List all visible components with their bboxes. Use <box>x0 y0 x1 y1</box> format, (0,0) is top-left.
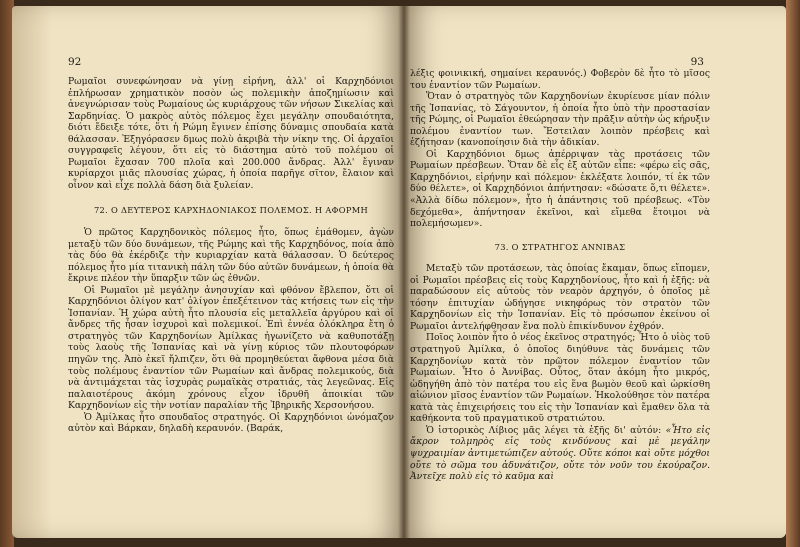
right-text-block <box>410 68 710 483</box>
left-opening-paragraph: Ρωμαῖοι συνεφώνησαν νὰ γίνῃ εἰρήνη, ἀλλ' οἱ Καρχηδόνιοι ἐπλήρωσαν χρηματικὸν ποσὸν ὡς πολεμικὴν ἀποζημίωσιν καὶ ἀνεγνώρισαν τοὺς Ρωμαίους ὡς κυριάρχους τῶν νήσων Σικελίας καὶ Σαρδηνίας. Ὁ μακρὸς αὐτὸς πόλεμος ἔχει μεγάλην σπουδαιότητα, διότι ἔδειξε τότε, ὅτι ἡ Ρώμη ἔγινεν ἐπίσης δύναμις σπουδαία κατὰ θάλασσαν. Ἐξηγόρασεν δμως πολὺ ἀκριβὰ τὴν νίκην της. Οἱ ἀρχαῖοι συγγραφεῖς λέγουν, ὅτι εἰς τὸ διάστημα αὐτὸ τοῦ πολέμου οἱ Ρωμαῖοι ἔχασαν 700 πλοῖα καὶ 200.000 ἄνδρας. Ἀλλ' ἔγιναν κυρίαρχοι μιᾶς πλουσίας χώρας, ἡ ὁποία παρῆγε σῖτον, ἔλαιον καὶ οἶνον καὶ εἶχε πολλὰ δάση διὰ ξυλείαν. <box>68 76 394 191</box>
page-aging-stain <box>12 6 52 538</box>
left-page-number: 92 <box>68 56 82 68</box>
left-text-block <box>68 76 394 435</box>
right-paragraph-5-intro: Ὁ ἱστορικὸς Λίβιος μᾶς λέγει τὰ ἑξῆς δι' αὐτόν: <box>426 424 662 436</box>
livy-quote: «Ἦτο εἰς ἄκρον τολμηρὸς εἰς τοὺς κινδύνους καὶ μὲ μεγάλην ψυχραιμίαν ἀντιμετώπιζεν αὐτούς. Οὔτε κόποι καὶ οὔτε μόχθοι οὔτε τὸ σῶμα του ἀδυνάτιζον, οὔτε τὸν νοῦν του ἐκούραζον. Ἀντεῖχε πολὺ εἰς τὸ καῦμα καὶ <box>410 424 710 483</box>
right-paragraph-1: Ὅταν ὁ στρατηγὸς τῶν Καρχηδονίων ἐκυρίευσε μίαν πόλιν τῆς Ἱσπανίας, τὸ Σάγουντον, ἡ ὁποία ἦτο ὑπὸ τὴν προστασίαν τῆς Ρώμης, οἱ Ρωμαῖοι ἐθεώρησαν τὴν πρᾶξιν αὐτὴν ὡς κήρυξιν πολέμου ἐναντίον των. Ἔστειλαν λοιπὸν πρέσβεις καὶ ἐζήτησαν (κανοποίησιν διὰ τὴν ἀδικίαν. <box>410 91 710 149</box>
right-opening-fragment: λέξις φοινικική, σημαίνει κεραυνός.) Φοβερὸν δὲ ἦτο τὸ μῖσος του ἐναντίον τῶν Ρωμαίων. <box>410 68 710 91</box>
right-paragraph-2: Οἱ Καρχηδόνιοι δμως ἀπέρριψαν τὰς προτάσεις τῶν Ρωμαίων πρέσβεων. Ὅταν δὲ εἷς ἐξ αὐτῶν εἶπε: «φέρω εἰς σᾶς, Καρχηδόνιοι, εἰρήνην καὶ πόλεμον· ἐκλέξατε λοιπόν, τί ἐκ τῶν δύο θέλετε», οἱ Καρχηδόνιοι ἀπήντησαν: «δώσατε ὅ,τι θέλετε». «Ἀλλὰ δίδω πόλεμον», ἦτο ἡ ἀπάντησις τοῦ πρέσβεως. «Τὸν δεχόμεθα», ἀπήντησαν ἐκεῖνοι, καὶ εἴμεθα ἕτοιμοι νὰ πολεμήσωμεν». <box>410 148 710 230</box>
left-paragraph-4: Ὁ Ἀμίλκας ἦτο σπουδαῖος στρατηγός. Οἱ Καρχηδόνιοι ὠνόμαζον αὐτὸν καὶ Βάρκαν, δηλαδὴ κεραυνόν. (Βαράκ, <box>68 411 394 435</box>
book-gutter <box>398 6 410 538</box>
book-cover-edge-right <box>786 0 800 547</box>
right-paragraph-4: Ποῖος λοιπὸν ἦτο ὁ νέος ἐκεῖνος στρατηγός; Ἦτο ὁ υἱὸς τοῦ στρατηγοῦ Ἀμίλκα, ὁ ὁποῖος διηύθυνε τὰς δυνάμεις τῶν Καρχηδονίων κατὰ τὸν πρῶτον πόλεμον ἐναντίον τῶν Ρωμαίων. Ἦτο ὁ Ἀννίβας. Οὗτος, ὅταν ἀκόμη ἦτο μικρός, ὡδηγήθη ἀπὸ τὸν πατέρα του εἰς ἕνα βωμὸν θεοῦ καὶ ὡρκίσθη αἰώνιον μῖσος ἐναντίον τῶν Ρωμαίων. Ἠκολούθησε τὸν πατέρα κατὰ τὰς ἐπιχειρήσεις του εἰς τὴν Ἱσπανίαν καὶ ἔμαθεν ὅλα τὰ καθήκοντα τοῦ πραγματικοῦ στρατιώτου. <box>410 332 710 425</box>
right-paragraph-5 <box>410 425 710 483</box>
right-page-number: 93 <box>690 56 704 68</box>
left-paragraph-2: Ὁ πρῶτος Καρχηδονικὸς πόλεμος ἦτο, ὅπως ἐμάθομεν, ἀγὼν μεταξὺ τῶν δύο δυνάμεων, τῆς Ρώμης καὶ τῆς Καρχηδόνος, ποία ἀπὸ τὰς δύο θὰ ἐκέρδιζε τὴν κυριαρχίαν κατὰ θάλασσαν. Ὁ δεύτερος πόλεμος ἦτο μία τιτανικὴ πάλη τῶν δύο αὐτῶν δυνάμεων, ἡ ὁποία θὰ ἔκρινε πλέον τὴν ὕπαρξιν τῶν ὡς ἐθνῶν. <box>68 227 394 285</box>
right-page <box>404 6 786 538</box>
right-paragraph-3: Μεταξὺ τῶν προτάσεων, τὰς ὁποίας ἔκαμαν, ὅπως εἴπομεν, οἱ Ρωμαῖοι πρέσβεις εἰς τοὺς Καρχηδονίους, ἦτο καὶ ἡ ἑξῆς: νὰ παραδώσουν εἰς αὐτοὺς τὸν νεαρὸν ἀρχηγόν, ὁ ὁποῖος μὲ τόσην ἐπιτυχίαν ὡδήγησε νικηφόρως τὸν στρατὸν τῶν Καρχηδονίων εἰς τὴν Ἱσπανίαν. Εἰς τὸ πρόσωπον ἐκείνου οἱ Ρωμαῖοι ἀντελήφθησαν ἕνα πολὺ ἐπικίνδυνον ἐχθρόν. <box>410 263 710 332</box>
left-paragraph-3: Οἱ Ρωμαῖοι μὲ μεγάλην ἀνησυχίαν καὶ φθόνον ἔβλεπον, ὅτι οἱ Καρχηδόνιοι ὀλίγον κατ' ὀλίγον ἐπεξέτεινον τὰς κτήσεις των εἰς τὴν Ἱσπανίαν. Ἡ χώρα αὐτὴ ἦτο πλουσία εἰς μεταλλεῖα ἀργύρου καὶ οἱ ἄνδρες τῆς ἦσαν ἰσχυροὶ καὶ πολεμικοί. Ἐπὶ ἐννέα ὁλόκληρα ἔτη ὁ στρατηγὸς τῶν Καρχηδονίων Ἀμίλκας ἠγωνίζετο νὰ καθυποτάξῃ τοὺς λαοὺς τῆς Ἱσπανίας καὶ νὰ γίνῃ κύριος τῶν πλουτοφόρων πηγῶν της. Ἀπὸ ἐκεῖ ἤλπιζεν, ὅτι θὰ προμηθεύεται ἄφθονα μέσα διὰ τοὺς πολέμους ἐναντίον τῶν Ρωμαίων καὶ ἄνδρας πολεμικούς, διὰ νὰ ἀντιμάχεται τὰς ἰσχυρὰς ρωμαϊκὰς στρατιάς, τὰς λεγεῶνας. Εἰς παλαιοτέρους ἀκόμη χρόνους εἶχον ἱδρυθῆ ἀποικίαι τῶν Καρχηδονίων εἰς τὴν νοτίαν παραλίαν τῆς Ἰβηρικῆς Χερσονήσου. <box>68 284 394 412</box>
section-heading-72: 72. Ο ΔΕΥΤΕΡΟΣ ΚΑΡΧΗΔΟΝΙΑΚΟΣ ΠΟΛΕΜΟΣ. Η ΑΦΟΡΜΗ <box>93 205 369 216</box>
section-heading-73: 73. Ο ΣΤΡΑΤΗΓΟΣ ΑΝΝΙΒΑΣ <box>494 241 626 252</box>
left-page <box>12 6 404 538</box>
